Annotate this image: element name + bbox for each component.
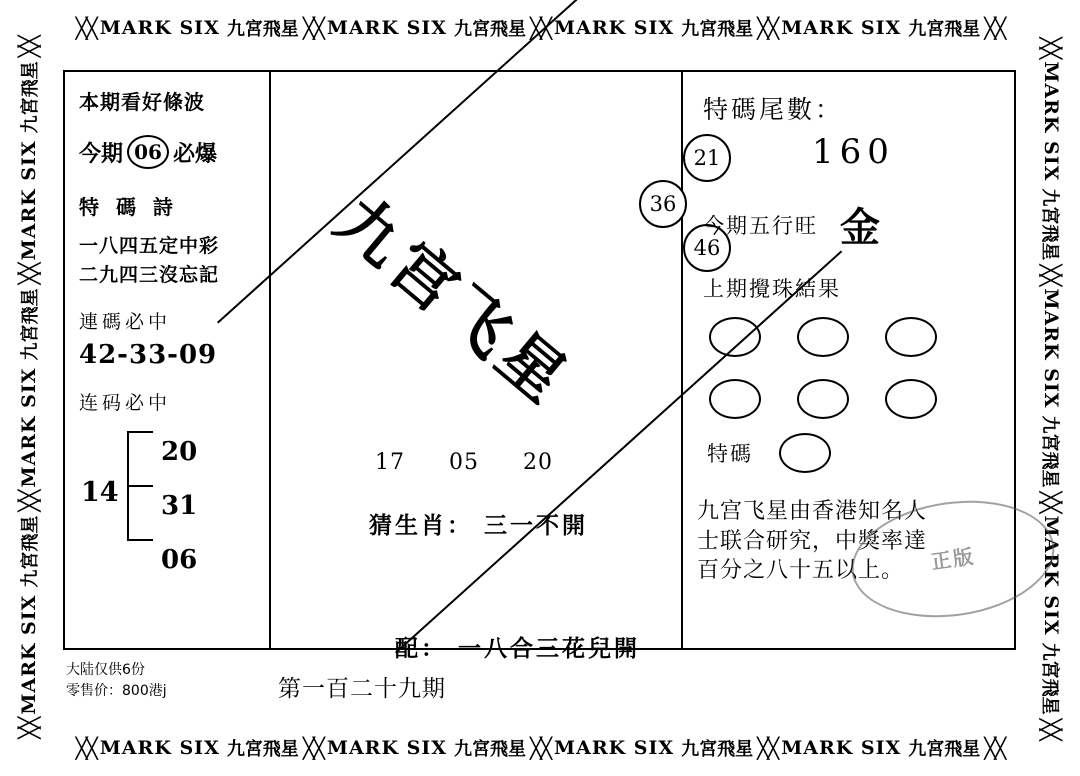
border-separator-icon: ╳╳ — [984, 16, 1005, 40]
brand-unit — [1038, 61, 1064, 260]
bracket-item: 20 — [161, 437, 198, 467]
combo-label-2: 连码必中 — [79, 392, 172, 414]
promo-note-line: 百分之八十五以上。 — [697, 558, 905, 584]
brand-en-label: MARK SIX — [326, 17, 447, 39]
draw-ball — [797, 317, 849, 357]
issue-suffix-label: 必爆 — [173, 141, 218, 167]
combo-numbers: 42-33-09 — [79, 340, 218, 370]
right-column — [681, 72, 1016, 648]
draw-ball — [885, 379, 937, 419]
issue-prediction-row — [79, 135, 259, 169]
border-separator-icon: ╳╳ — [529, 16, 551, 40]
border-separator-icon: ╳╳ — [17, 37, 41, 58]
promo-note — [697, 497, 1004, 586]
brand-cn-label: 九宮飛星 — [1039, 415, 1060, 488]
brand-unit — [327, 15, 526, 41]
middle-number-row — [375, 450, 589, 475]
number-ball: 46 — [683, 224, 731, 272]
brand-en-label: MARK SIX — [18, 594, 40, 715]
brand-en-label: MARK SIX — [781, 17, 902, 39]
brand-en-label: MARK SIX — [1040, 61, 1062, 182]
poem-line-1: 一八四五定中彩 — [79, 235, 220, 257]
poem-title: 特 碼 詩 — [79, 195, 178, 219]
border-separator-icon: ╳╳ — [757, 736, 778, 760]
brand-en-label: MARK SIX — [1040, 515, 1062, 636]
poem-line-2: 二九四三沒忘記 — [79, 263, 220, 286]
element-value: 金 — [840, 205, 880, 251]
middle-column — [269, 72, 721, 662]
border-separator-icon: ╳╳ — [75, 736, 96, 760]
zodiac-row — [369, 507, 588, 540]
brand-cn-label: 九宮飛星 — [20, 515, 41, 588]
brand-cn-label: 九宮飛星 — [908, 19, 981, 40]
left-headline: 本期看好條波 — [79, 90, 205, 114]
brand-en-label: MARK SIX — [1040, 288, 1062, 409]
brand-en-label: MARK SIX — [99, 17, 220, 39]
element-label: 今期五行旺 — [703, 213, 818, 238]
border-separator-icon: ╳╳ — [529, 736, 551, 760]
issue-number-badge: 06 — [127, 135, 169, 169]
footer-distribution-note — [66, 660, 167, 702]
middle-number: 05 — [449, 450, 479, 475]
border-separator-icon: ╳╳ — [1039, 264, 1063, 285]
brand-unit — [16, 288, 42, 487]
brand-cn-label: 九宮飛星 — [453, 739, 526, 760]
special-number-row — [707, 433, 1004, 473]
left-column — [65, 72, 269, 648]
brand-unit — [554, 15, 753, 41]
poem-body — [79, 232, 259, 289]
brand-unit — [554, 735, 753, 761]
last-draw-ball-grid — [709, 317, 1004, 419]
bracket-lead-number: 14 — [81, 477, 119, 508]
zodiac-label: 猜生肖： — [369, 513, 473, 539]
middle-number: 17 — [375, 450, 405, 475]
draw-ball — [709, 317, 761, 357]
border-separator-icon: ╳╳ — [302, 16, 323, 40]
brand-unit — [100, 735, 299, 761]
border-separator-icon: ╳╳ — [757, 16, 778, 40]
brand-en-label: MARK SIX — [99, 737, 220, 759]
pair-value: 一八合三花兒開 — [458, 636, 641, 662]
brand-cn-label: 九宮飛星 — [1039, 642, 1060, 715]
brand-cn-label: 九宮飛星 — [1039, 188, 1060, 261]
special-draw-ball — [779, 433, 831, 473]
brand-cn-label: 九宮飛星 — [681, 19, 754, 40]
border-separator-icon: ╳╳ — [984, 736, 1005, 760]
bracket-mid-line-icon — [127, 485, 153, 487]
border-right — [1022, 0, 1080, 776]
brand-cn-label: 九宮飛星 — [681, 739, 754, 760]
draw-ball — [797, 379, 849, 419]
tail-number-title: 特碼尾數： — [703, 95, 844, 124]
bracket-item: 06 — [161, 545, 198, 575]
combo-label-1: 連碼必中 — [79, 311, 172, 333]
pair-row — [395, 630, 640, 663]
brand-unit — [327, 735, 526, 761]
draw-ball — [885, 317, 937, 357]
border-top — [0, 0, 1080, 56]
brand-en-label: MARK SIX — [326, 737, 447, 759]
draw-ball — [709, 379, 761, 419]
issue-prefix-label: 今期 — [79, 141, 124, 167]
special-number-label: 特碼 — [707, 442, 753, 466]
bracket-items — [161, 425, 197, 587]
border-separator-icon: ╳╳ — [17, 718, 41, 739]
brand-en-label: MARK SIX — [781, 737, 902, 759]
border-separator-icon: ╳╳ — [17, 491, 41, 512]
border-separator-icon: ╳╳ — [1039, 718, 1063, 739]
pair-label: 配： — [395, 636, 447, 662]
brand-unit — [781, 15, 980, 41]
brand-unit — [1038, 288, 1064, 487]
border-left — [0, 0, 58, 776]
brand-cn-label: 九宮飛星 — [908, 739, 981, 760]
brand-cn-label: 九宮飛星 — [226, 739, 299, 760]
brand-unit — [16, 516, 42, 715]
number-ball: 36 — [639, 180, 687, 228]
brand-en-label: MARK SIX — [554, 17, 675, 39]
brand-cn-label: 九宮飛星 — [453, 19, 526, 40]
tail-numbers-value: 160 — [812, 132, 895, 172]
promo-note-line: 士联合研究，中獎率達 — [697, 528, 928, 554]
middle-number: 20 — [523, 450, 553, 475]
brand-en-label: MARK SIX — [18, 367, 40, 488]
border-separator-icon: ╳╳ — [75, 16, 96, 40]
brand-en-label: MARK SIX — [18, 140, 40, 261]
border-separator-icon: ╳╳ — [17, 264, 41, 285]
brand-cn-label: 九宮飛星 — [20, 288, 41, 361]
brand-unit — [1038, 516, 1064, 715]
element-row — [703, 196, 1004, 253]
border-separator-icon: ╳╳ — [1039, 491, 1063, 512]
bracket-group — [79, 425, 259, 575]
brand-en-label: MARK SIX — [554, 737, 675, 759]
border-separator-icon: ╳╳ — [1039, 37, 1063, 58]
border-separator-icon: ╳╳ — [302, 736, 323, 760]
brand-unit — [781, 735, 980, 761]
calligraphy-logo: 九宫飞星 — [321, 183, 584, 421]
brand-cn-label: 九宮飛星 — [20, 61, 41, 134]
bracket-item: 31 — [161, 491, 198, 521]
footer-note-line: 零售价：800港ϳ — [66, 683, 167, 699]
border-bottom — [0, 720, 1080, 776]
brand-unit — [100, 15, 299, 41]
promo-note-line: 九宫飞星由香港知名人 — [697, 499, 928, 524]
last-draw-label: 上期攪珠結果 — [703, 277, 841, 301]
brand-cn-label: 九宮飛星 — [226, 19, 299, 40]
number-ball: 21 — [683, 134, 731, 182]
issue-number-label: 第一百二十九期 — [278, 676, 446, 702]
brand-unit — [16, 61, 42, 260]
zodiac-value: 三一不開 — [484, 513, 589, 539]
main-content-frame — [63, 70, 1016, 662]
footer-note-line: 大陆仅供6份 — [66, 662, 145, 678]
authenticity-stamp-text: 正版 — [929, 544, 977, 574]
